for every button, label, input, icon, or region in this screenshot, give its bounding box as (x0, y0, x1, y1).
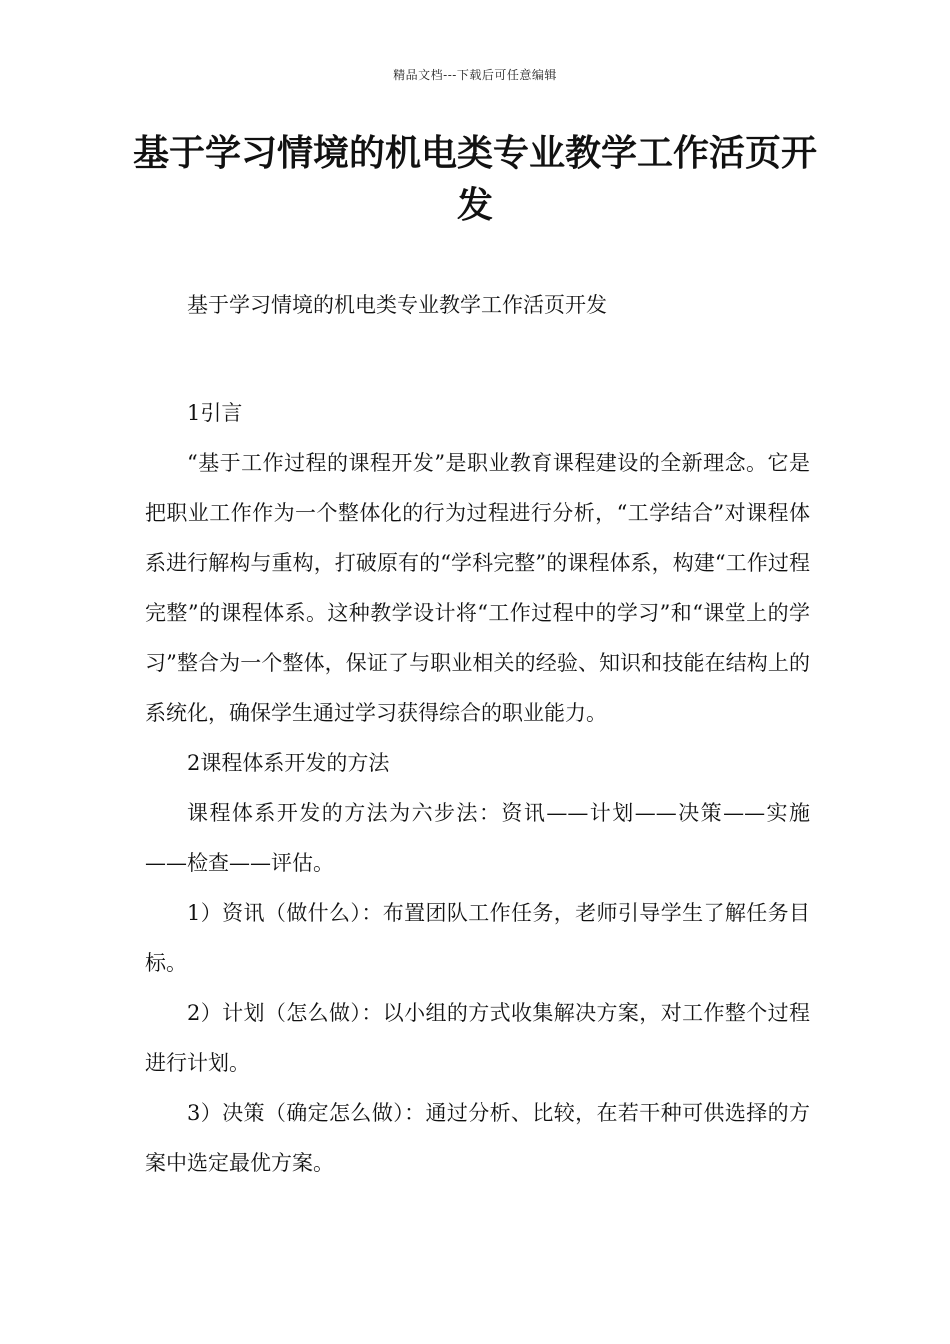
header-note: 精品文档---下载后可任意编辑 (393, 68, 557, 82)
section-heading-methods: 2课程体系开发的方法 (187, 751, 390, 775)
document-subtitle: 基于学习情境的机电类专业教学工作活页开发 (187, 293, 607, 317)
paragraph-spacer (145, 330, 810, 388)
document-body (145, 280, 810, 1188)
section-heading-intro: 1引言 (187, 401, 243, 425)
list-item-step-2: 2）计划（怎么做）：以小组的方式收集解决方案，对工作整个过程进行计划。 (145, 1001, 810, 1075)
list-item-step-1: 1）资讯（做什么）：布置团队工作任务，老师引导学生了解任务目标。 (145, 901, 810, 975)
paragraph-methods: 课程体系开发的方法为六步法：资讯——计划——决策——实施——检查——评估。 (145, 801, 810, 875)
page-title: 基于学习情境的机电类专业教学工作活页开发 (132, 133, 817, 226)
list-item-step-3: 3）决策（确定怎么做）：通过分析、比较，在若干种可供选择的方案中选定最优方案。 (145, 1101, 810, 1175)
paragraph-intro: “基于工作过程的课程开发”是职业教育课程建设的全新理念。它是把职业工作作为一个整体化的行为过程进行分析，“工学结合”对课程体系进行解构与重构，打破原有的“学科完整”的课程体系，构建“工作过程完整”的课程体系。这种教学设计将“工作过程中的学习”和“课堂上的学习”整合为一个整体，保证了与职业相关的经验、知识和技能在结构上的系统化，确保学生通过学习获得综合的职业能力。 (145, 451, 810, 725)
